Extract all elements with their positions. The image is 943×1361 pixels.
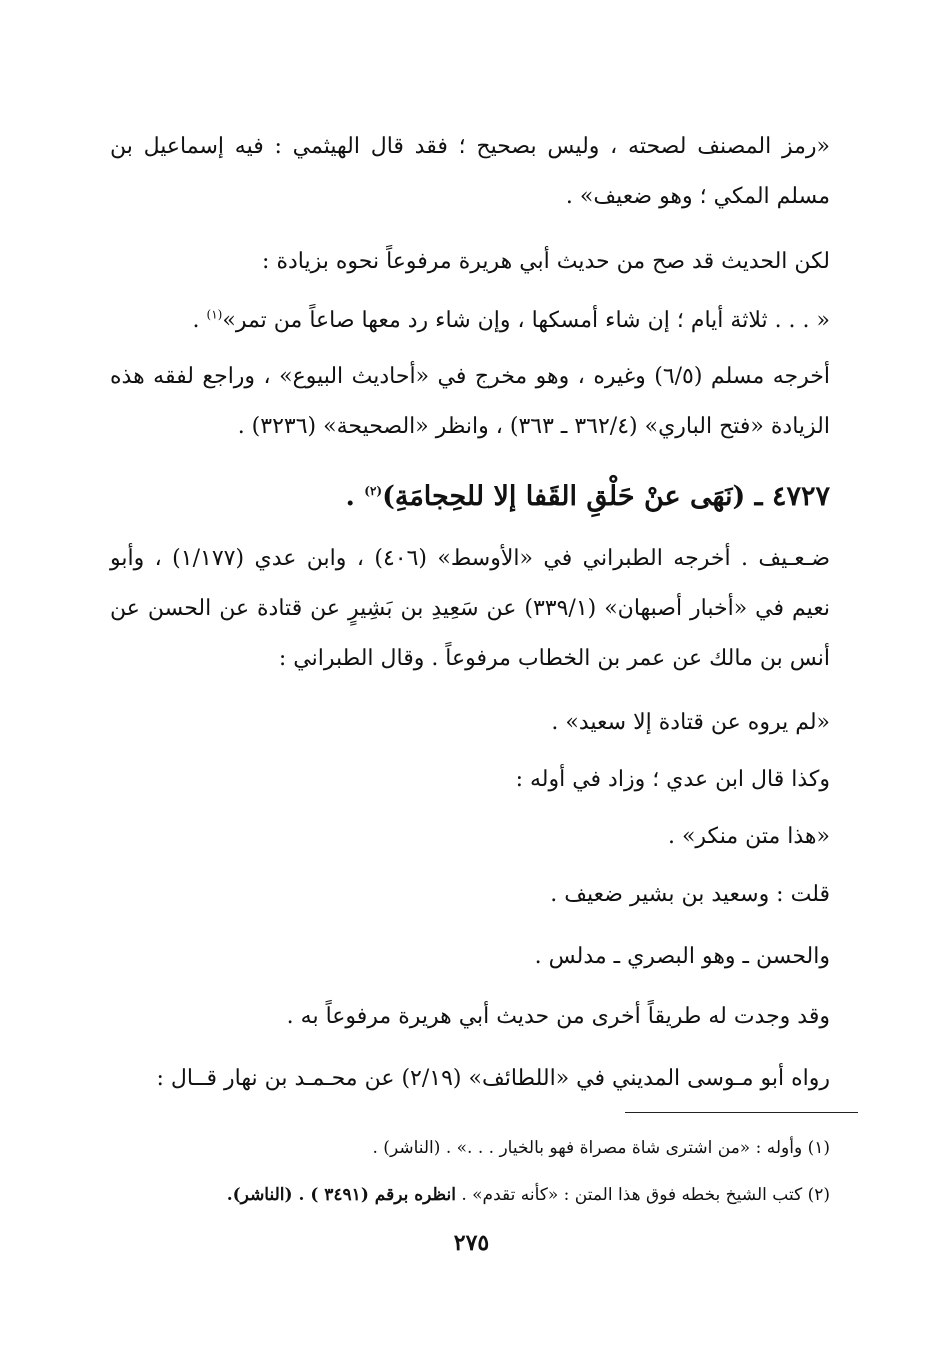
quote-text: « . . . ثلاثة أيام ؛ إن شاء أمسكها ، وإن شاء رد معها صاعاً من تمر»: [222, 308, 830, 333]
paragraph-text: أخرجه مسلم (٦/٥) وغيره ، وهو مخرج في «أحاديث البيوع» ، وراجع لفقه هذه الزيادة «فتح الباري» (٣٦٢/٤ ـ ٣٦٣) ، وانظر «الصحيحة» (٣٢٣٦) .: [110, 364, 830, 439]
paragraph-munkar-quote: [110, 812, 830, 862]
footnote-divider: [625, 1112, 858, 1113]
footnote-2-text: (٢) كتب الشيخ بخطه فوق هذا المتن : «كأنه تقدم» .: [455, 1185, 830, 1205]
paragraph-text: رواه أبو مـوسى المديني في «اللطائف» (٢/١٩) عن محـمـد بن نهار قــال :: [156, 1066, 830, 1091]
paragraph-ibn-adi: [110, 755, 830, 805]
paragraph-another-route: [110, 992, 830, 1042]
footnote-2-bold: انظره برقم (٣٤٩١ ) . (الناشر): [232, 1185, 456, 1205]
paragraph-text: لكن الحديث قد صح من حديث أبي هريرة مرفوعاً نحوه بزيادة :: [262, 249, 830, 274]
footnote-1: (١) وأوله : «من اشترى شاة مصراة فهو بالخيار . . .» . (الناشر) .: [372, 1138, 830, 1158]
footnote-2-end: .: [226, 1185, 233, 1205]
paragraph-madini: [110, 1054, 830, 1104]
paragraph-sahih-note: [110, 237, 830, 287]
paragraph-hadith-quote: [110, 296, 830, 346]
quote-end: .: [192, 308, 207, 333]
paragraph-takhrij: [110, 352, 830, 452]
page-number: ٢٧٥: [453, 1230, 490, 1256]
footnote-2: [110, 1178, 830, 1212]
paragraph-said-weak: [110, 870, 830, 920]
paragraph-quote-haythami: [110, 122, 830, 222]
paragraph-text: وقد وجدت له طريقاً أخرى من حديث أبي هريرة مرفوعاً به .: [286, 1004, 830, 1029]
hadith-heading-text: ٤٧٢٧ ـ (نَهَى عنْ حَلْقِ القَفا إلا للحِجامَةِ): [382, 481, 830, 512]
hadith-heading: [110, 470, 830, 524]
footnote-ref-1[interactable]: (١): [206, 307, 223, 322]
paragraph-text: ضـعـيف . أخرجه الطبراني في «الأوسط» (٤٠٦) ، وابن عدي (١/١٧٧) ، وأبو نعيم في «أخبار أصبهان» (٣٣٩/١) عن سَعِيدِ بن بَشِيرٍ عن قتادة عن الحسن عن أنس بن مالك عن عمر بن الخطاب مرفوعاً . وقال الطبراني :: [110, 546, 831, 671]
hadith-heading-end: .: [345, 481, 365, 512]
paragraph-text: والحسن ـ وهو البصري ـ مدلس .: [534, 944, 830, 969]
paragraph-hasan-mudallis: [110, 932, 830, 982]
paragraph-text: وكذا قال ابن عدي ؛ وزاد في أوله :: [515, 767, 830, 792]
paragraph-tabarani-quote: [110, 698, 830, 748]
paragraph-text: [110, 296, 830, 346]
paragraph-text: «لم يروه عن قتادة إلا سعيد» .: [551, 710, 830, 735]
paragraph-text: «رمز المصنف لصحته ، وليس بصحيح ؛ فقد قال الهيثمي : فيه إسماعيل بن مسلم المكي ؛ وهو ضعيف» .: [110, 134, 830, 209]
paragraph-text: قلت : وسعيد بن بشير ضعيف .: [550, 882, 830, 907]
paragraph-text: «هذا متن منكر» .: [667, 824, 830, 849]
footnote-ref-2[interactable]: (٢): [364, 484, 383, 498]
paragraph-grading: [110, 534, 830, 684]
